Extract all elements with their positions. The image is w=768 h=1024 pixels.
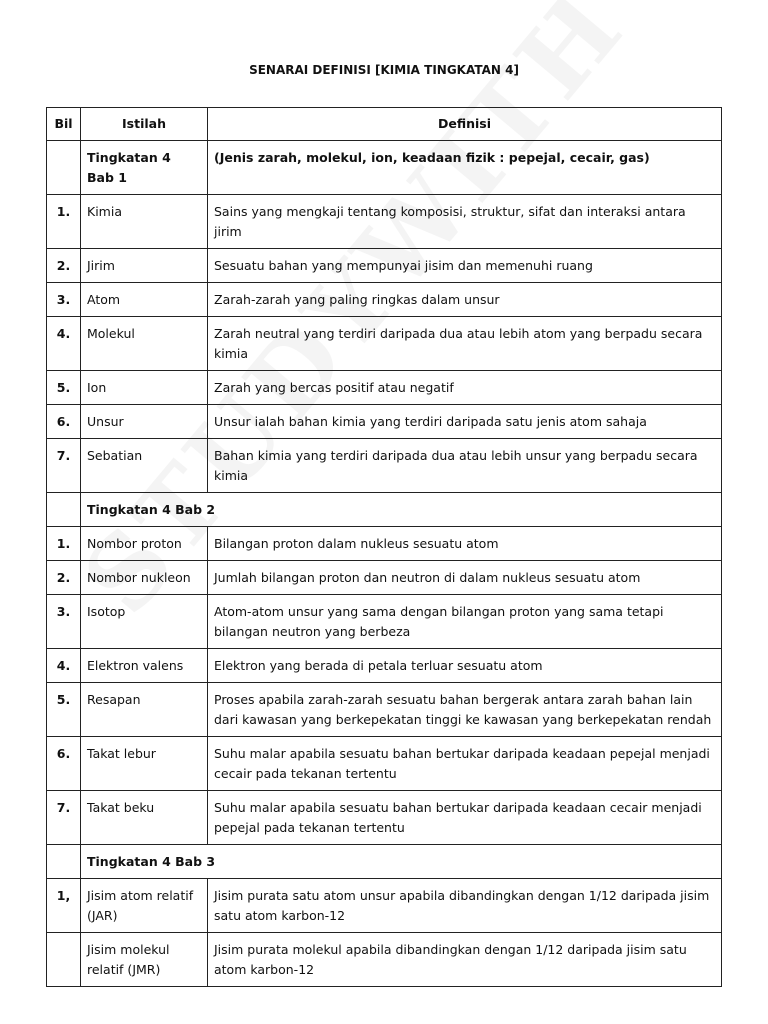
row-number: 2. [47, 249, 81, 283]
row-term: Isotop [81, 595, 208, 649]
row-definition: Sains yang mengkaji tentang komposisi, struktur, sifat dan interaksi antara jirim [208, 195, 722, 249]
row-number: 6. [47, 737, 81, 791]
row-definition: Elektron yang berada di petala terluar sesuatu atom [208, 649, 722, 683]
row-number: 4. [47, 649, 81, 683]
row-term: Ion [81, 371, 208, 405]
section-heading: Tingkatan 4 Bab 1 [81, 141, 208, 195]
section-blank [47, 845, 81, 879]
row-definition: Proses apabila zarah-zarah sesuatu bahan bergerak antara zarah bahan lain dari kawasan yang berkepekatan tinggi ke kawasan yang berkepekatan rendah [208, 683, 722, 737]
row-term: Jisim atom relatif (JAR) [81, 879, 208, 933]
row-number: 7. [47, 791, 81, 845]
row-term: Takat beku [81, 791, 208, 845]
row-term: Unsur [81, 405, 208, 439]
section-row [47, 845, 722, 879]
row-term: Sebatian [81, 439, 208, 493]
row-number: 3. [47, 595, 81, 649]
row-definition: Zarah-zarah yang paling ringkas dalam unsur [208, 283, 722, 317]
row-definition: Bilangan proton dalam nukleus sesuatu atom [208, 527, 722, 561]
table-row [47, 737, 722, 791]
row-definition: Unsur ialah bahan kimia yang terdiri daripada satu jenis atom sahaja [208, 405, 722, 439]
table-row [47, 283, 722, 317]
row-term: Nombor nukleon [81, 561, 208, 595]
section-heading: Tingkatan 4 Bab 2 [81, 493, 722, 527]
table-row [47, 595, 722, 649]
row-term: Takat lebur [81, 737, 208, 791]
row-definition: Zarah yang bercas positif atau negatif [208, 371, 722, 405]
section-blank [47, 141, 81, 195]
row-number: 5. [47, 683, 81, 737]
row-term: Atom [81, 283, 208, 317]
row-term: Resapan [81, 683, 208, 737]
row-definition: Jumlah bilangan proton dan neutron di dalam nukleus sesuatu atom [208, 561, 722, 595]
section-row [47, 141, 722, 195]
row-definition: Jisim purata satu atom unsur apabila dibandingkan dengan 1/12 daripada jisim satu atom karbon-12 [208, 879, 722, 933]
row-term: Jirim [81, 249, 208, 283]
section-heading: Tingkatan 4 Bab 3 [81, 845, 722, 879]
row-number: 2. [47, 561, 81, 595]
row-term: Jisim molekul relatif (JMR) [81, 933, 208, 987]
table-row [47, 371, 722, 405]
row-number [47, 933, 81, 987]
table-row [47, 317, 722, 371]
row-definition: Bahan kimia yang terdiri daripada dua atau lebih unsur yang berpadu secara kimia [208, 439, 722, 493]
table-row [47, 439, 722, 493]
row-number: 5. [47, 371, 81, 405]
table-row [47, 649, 722, 683]
table-row [47, 683, 722, 737]
row-number: 1, [47, 879, 81, 933]
document-title: SENARAI DEFINISI [KIMIA TINGKATAN 4] [249, 63, 519, 77]
row-number: 6. [47, 405, 81, 439]
row-term: Nombor proton [81, 527, 208, 561]
section-row [47, 493, 722, 527]
section-subheading: (Jenis zarah, molekul, ion, keadaan fizik : pepejal, cecair, gas) [208, 141, 722, 195]
section-blank [47, 493, 81, 527]
table-row [47, 195, 722, 249]
header-bil: Bil [47, 108, 81, 141]
row-definition: Suhu malar apabila sesuatu bahan bertukar daripada keadaan cecair menjadi pepejal pada tekanan tertentu [208, 791, 722, 845]
row-definition: Sesuatu bahan yang mempunyai jisim dan memenuhi ruang [208, 249, 722, 283]
row-number: 3. [47, 283, 81, 317]
table-row [47, 405, 722, 439]
row-definition: Atom-atom unsur yang sama dengan bilangan proton yang sama tetapi bilangan neutron yang berbeza [208, 595, 722, 649]
row-number: 7. [47, 439, 81, 493]
row-term: Molekul [81, 317, 208, 371]
table-row [47, 791, 722, 845]
row-definition: Jisim purata molekul apabila dibandingkan dengan 1/12 daripada jisim satu atom karbon-12 [208, 933, 722, 987]
table-row [47, 879, 722, 933]
header-definisi: Definisi [208, 108, 722, 141]
row-term: Elektron valens [81, 649, 208, 683]
row-term: Kimia [81, 195, 208, 249]
table-row [47, 561, 722, 595]
header-istilah: Istilah [81, 108, 208, 141]
definitions-table [46, 107, 722, 987]
table-row [47, 527, 722, 561]
row-number: 1. [47, 527, 81, 561]
table-row [47, 249, 722, 283]
row-definition: Suhu malar apabila sesuatu bahan bertukar daripada keadaan pepejal menjadi cecair pada tekanan tertentu [208, 737, 722, 791]
row-number: 4. [47, 317, 81, 371]
table-row [47, 933, 722, 987]
row-definition: Zarah neutral yang terdiri daripada dua atau lebih atom yang berpadu secara kimia [208, 317, 722, 371]
row-number: 1. [47, 195, 81, 249]
header-row [47, 108, 722, 141]
